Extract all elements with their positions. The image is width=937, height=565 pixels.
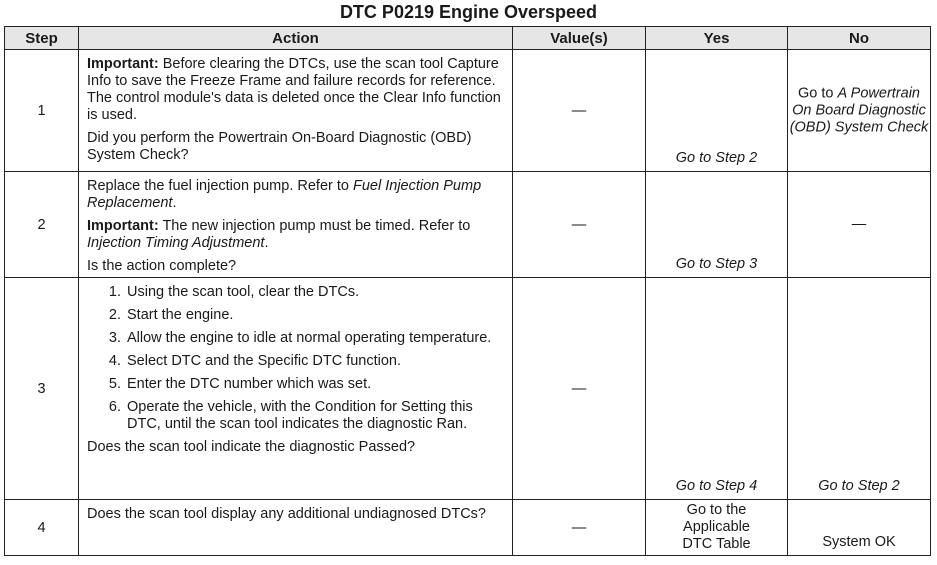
diagnostic-table [4,26,931,556]
value-dash: — [571,380,587,397]
value-cell [513,500,646,556]
value-dash: — [571,102,587,119]
header-value: Value(s) [513,27,646,50]
action-cell [79,500,513,556]
question-text: Does the scan tool display any additional undiagnosed DTCs? [87,506,486,522]
yes-cell [646,50,788,172]
no-cell [788,500,931,556]
important-note [87,218,504,252]
no-cell [788,172,931,278]
table-title: DTC P0219 Engine Overspeed [339,2,598,22]
action-cell [79,50,513,172]
table-row [5,278,931,500]
value-dash: — [571,519,587,536]
step-number: 3 [5,278,79,500]
procedure-list [87,284,504,433]
question-text: Did you perform the Powertrain On-Board Diagnostic (OBD) System Check? [87,130,472,163]
value-cell [513,50,646,172]
yes-text: Go to the Applicable DTC Table [682,502,751,552]
no-cell [788,278,931,500]
reference-link: Fuel Injection Pump Replacement [87,178,482,211]
step-number: 4 [5,500,79,556]
reference-link: Injection Timing Adjustment [87,235,265,251]
value-cell [513,278,646,500]
list-item: 4. Select DTC and the Specific DTC function. [125,353,504,370]
question-text: Is the action complete? [87,258,237,274]
important-note [87,56,504,124]
table-row [5,50,931,172]
yes-cell [646,172,788,278]
no-cell [788,50,931,172]
step-number: 2 [5,172,79,278]
question-text: Does the scan tool indicate the diagnostic Passed? [87,439,416,455]
no-link: A Powertrain On Board Diagnostic (OBD) System Check [789,85,929,135]
action-instruction [87,178,504,212]
important-text: Before clearing the DTCs, use the scan tool Capture Info to save the Freeze Frame and failure records for reference. The control module's data is deleted once the Clear Info function is used. [87,56,501,123]
instruction-text: Replace the fuel injection pump. Refer to [87,178,353,194]
list-item: 6. Operate the vehicle, with the Condition for Setting this DTC, until the scan tool indicates the diagnostic Ran. [125,399,504,433]
table-row [5,500,931,556]
yes-text: Go to Step 2 [675,150,758,166]
no-text [788,85,930,136]
list-item: 1. Using the scan tool, clear the DTCs. [125,284,504,301]
no-text: Go to Step 2 [818,478,900,494]
header-action: Action [79,27,513,50]
punctuation: . [172,195,177,211]
header-step: Step [5,27,79,50]
no-prefix: Go to [798,85,838,101]
header-row [5,27,931,50]
important-text: The new injection pump must be timed. Refer to [158,218,471,234]
yes-cell [646,278,788,500]
yes-cell [646,500,788,556]
list-item: 5. Enter the DTC number which was set. [125,376,504,393]
action-cell [79,172,513,278]
punctuation: . [264,235,269,251]
value-cell [513,172,646,278]
value-dash: — [571,216,587,233]
action-cell [79,278,513,500]
list-item: 3. Allow the engine to idle at normal operating temperature. [125,330,504,347]
yes-text: Go to Step 4 [675,478,758,494]
no-text: System OK [822,534,896,550]
step-number: 1 [5,50,79,172]
header-yes: Yes [646,27,788,50]
important-label: Important: [87,218,159,234]
table-row [5,172,931,278]
list-item: 2. Start the engine. [125,307,504,324]
yes-text: Go to Step 3 [675,256,758,272]
important-label: Important: [87,56,159,72]
no-text: — [851,216,867,232]
header-no: No [788,27,931,50]
